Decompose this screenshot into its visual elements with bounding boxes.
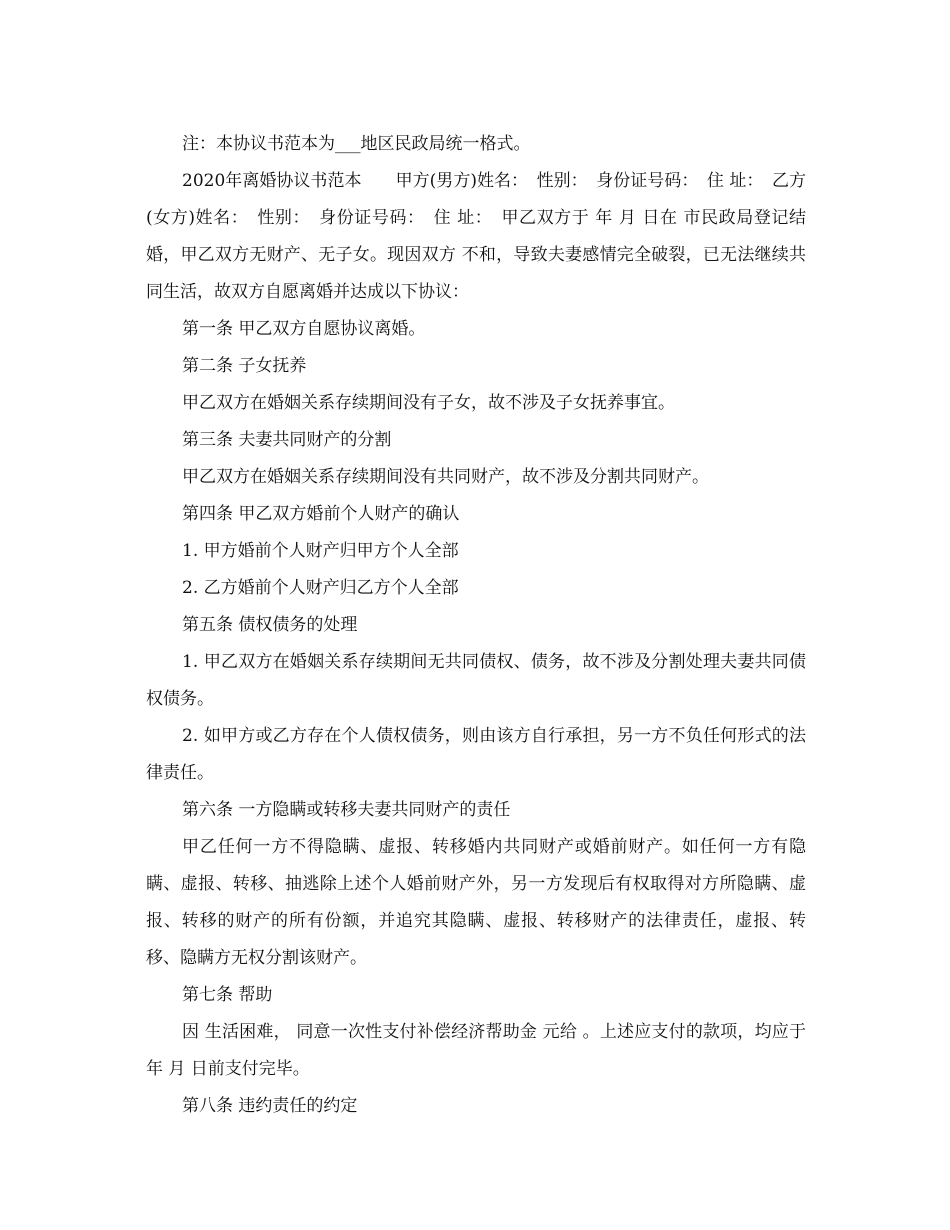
article-2-body: 甲乙双方在婚姻关系存续期间没有子女，故不涉及子女抚养事宜。 bbox=[182, 393, 675, 413]
article-5-item-1: 1. 甲乙双方在婚姻关系存续期间无共同债权、债务，故不涉及分割处理夫妻共同债权债务。 bbox=[146, 652, 806, 709]
document-body bbox=[146, 126, 806, 1125]
article-4-heading: 第四条 甲乙双方婚前个人财产的确认 bbox=[182, 504, 460, 524]
article-4-item-2: 2. 乙方婚前个人财产归乙方个人全部 bbox=[182, 578, 459, 598]
article-6-body: 甲乙任何一方不得隐瞒、虚报、转移婚内共同财产或婚前财产。如任何一方有隐瞒、虚报、转移、抽逃除上述个人婚前财产外，另一方发现后有权取得对方所隐瞒、虚报、转移的财产的所有份额，并追究其隐瞒、虚报、转移财产的法律责任，虚报、转移、隐瞒方无权分割该财产。 bbox=[146, 837, 806, 968]
article-7-heading: 第七条 帮助 bbox=[182, 985, 273, 1005]
article-5-item-2: 2. 如甲方或乙方存在个人债权债务，则由该方自行承担，另一方不负任何形式的法律责任。 bbox=[146, 726, 806, 783]
article-6-heading: 第六条 一方隐瞒或转移夫妻共同财产的责任 bbox=[182, 800, 511, 820]
article-1-heading: 第一条 甲乙双方自愿协议离婚。 bbox=[182, 319, 426, 339]
article-2-heading: 第二条 子女抚养 bbox=[182, 356, 307, 376]
article-4-item-1: 1. 甲方婚前个人财产归甲方个人全部 bbox=[182, 541, 459, 561]
article-3-body: 甲乙双方在婚姻关系存续期间没有共同财产，故不涉及分割共同财产。 bbox=[182, 467, 709, 487]
note-paragraph: 注：本协议书范本为___地区民政局统一格式。 bbox=[182, 134, 531, 154]
intro-paragraph: 2020年离婚协议书范本 甲方(男方)姓名： 性别： 身份证号码： 住 址： 乙方(女方)姓名： 性别： 身份证号码： 住 址： 甲乙双方于 年 月 日在 市民政局登记结婚，甲乙双方无财产、无子女。现因双方 不和，导致夫妻感情完全破裂，已无法继续共同生活，故双方自愿离婚并达成以下协议： bbox=[146, 171, 806, 302]
article-5-heading: 第五条 债权债务的处理 bbox=[182, 615, 358, 635]
article-7-body: 因 生活困难， 同意一次性支付补偿经济帮助金 元给 。上述应支付的款项，均应于 年 月 日前支付完毕。 bbox=[146, 1022, 806, 1079]
article-3-heading: 第三条 夫妻共同财产的分割 bbox=[182, 430, 392, 450]
article-8-heading: 第八条 违约责任的约定 bbox=[182, 1096, 358, 1116]
